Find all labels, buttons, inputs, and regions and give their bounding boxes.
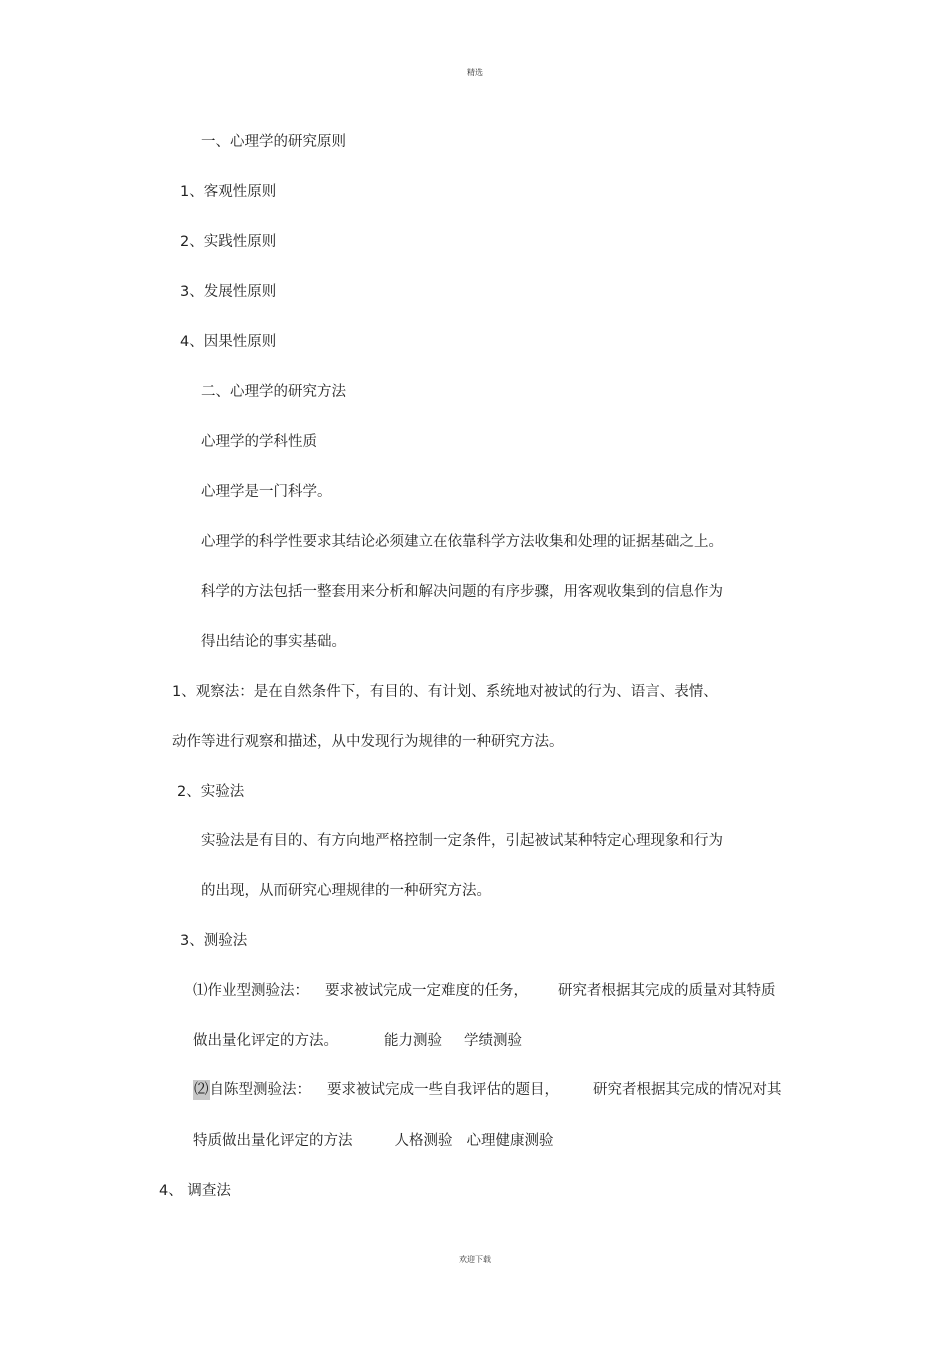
text-run: 心理健康测验 [466, 1133, 554, 1149]
list-item: 4、因果性原则 [180, 334, 277, 350]
text-run: 能力测验 [384, 1033, 442, 1049]
highlight-mark: ⑵ [194, 1082, 209, 1098]
list-item: 2、实验法 [177, 784, 245, 800]
section-heading: 一、心理学的研究原则 [201, 134, 346, 150]
list-item: 3、发展性原则 [180, 284, 277, 300]
paragraph: 的出现，从而研究心理规律的一种研究方法。 [201, 883, 491, 899]
paragraph: 心理学是一门科学。 [201, 484, 332, 500]
section-heading: 二、心理学的研究方法 [201, 384, 346, 400]
text-run: 自陈型测验法： [209, 1082, 311, 1098]
paragraph: 实验法是有目的、有方向地严格控制一定条件，引起被试某种特定心理现象和行为 [201, 833, 723, 849]
text-run: 做出量化评定的方法。 [193, 1033, 338, 1049]
page-footer: 欢迎下载 [459, 1255, 491, 1264]
paragraph: 科学的方法包括一整套用来分析和解决问题的有序步骤，用客观收集到的信息作为 [201, 584, 723, 600]
page-header: 精选 [467, 68, 483, 77]
paragraph [193, 1131, 554, 1151]
text-run: 特质做出量化评定的方法 [193, 1133, 353, 1149]
paragraph [193, 1031, 522, 1051]
paragraph: 得出结论的事实基础。 [201, 634, 346, 650]
paragraph: 1、观察法：是在自然条件下，有目的、有计划、系统地对被试的行为、语言、表情、 [172, 684, 718, 700]
text-run: 要求被试完成一定难度的任务， [325, 983, 528, 999]
text-run: 研究者根据其完成的情况对其 [593, 1082, 782, 1098]
text-run: 要求被试完成一些自我评估的题目， [327, 1082, 559, 1098]
text-run: ⑴作业型测验法： [193, 983, 309, 999]
paragraph: 心理学的科学性要求其结论必须建立在依靠科学方法收集和处理的证据基础之上。 [201, 534, 723, 550]
text-run: 人格测验 [394, 1133, 453, 1149]
paragraph: 动作等进行观察和描述，从中发现行为规律的一种研究方法。 [172, 734, 564, 750]
paragraph: 心理学的学科性质 [201, 434, 317, 450]
list-item: 2、实践性原则 [180, 234, 277, 250]
paragraph [193, 981, 776, 1001]
text-run: 研究者根据其完成的质量对其特质 [558, 983, 776, 999]
paragraph [193, 1080, 782, 1100]
list-item: 3、测验法 [180, 933, 248, 949]
text-run: 学绩测验 [464, 1033, 522, 1049]
list-item: 1、客观性原则 [180, 184, 277, 200]
list-item: 4、 调查法 [159, 1183, 231, 1199]
